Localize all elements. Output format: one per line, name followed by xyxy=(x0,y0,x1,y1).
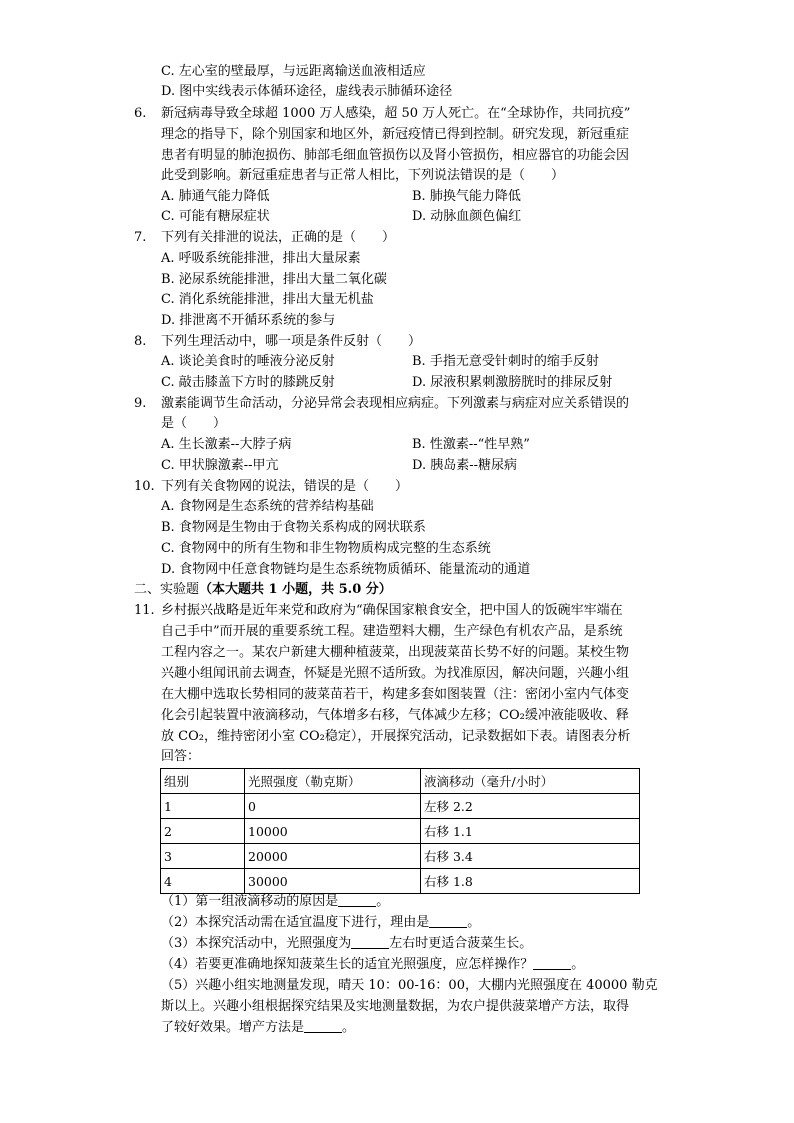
q9-option-c: C. 甲状腺激素--甲亢 xyxy=(161,458,279,473)
q11-sub5-line: （5）兴趣小组实地测量发现，晴天 10：00-16：00，大棚内光照强度在 40000 勒克 xyxy=(161,978,658,993)
table-cell: 右移 3.4 xyxy=(421,844,640,869)
q11-sub1-end: 。 xyxy=(376,894,390,909)
table-row xyxy=(161,794,640,819)
q8-number: 8. xyxy=(134,334,147,349)
q11-sub5-end: 。 xyxy=(342,1020,356,1035)
q11-stem-line: 乡村振兴战略是近年来党和政府为“确保国家粮食安全，把中国人的饭碗牢牢端在 xyxy=(161,603,623,618)
q11-stem-line: 回答： xyxy=(161,749,201,764)
q7-option-c: C. 消化系统能排泄，排出大量无机盐 xyxy=(161,292,374,307)
q11-sub4-text: （4）若要更准确地探知菠菜生长的适宜光照强度，应怎样操作？ xyxy=(161,957,534,972)
table-cell: 20000 xyxy=(245,844,421,869)
table-cell: 30000 xyxy=(245,869,421,894)
q6-stem-line: 新冠病毒导致全球超 1000 万人感染，超 50 万人死亡。在“全球协作，共同抗疫” xyxy=(161,106,631,121)
q6-stem-line: 患者有明显的肺泡损伤、肺部毛细血管损伤以及肾小管损伤，相应器官的功能会因 xyxy=(161,148,630,163)
q11-sub5-last xyxy=(161,1018,355,1038)
q11-stem-line: 放 CO₂，维持密闭小室 CO₂稳定），开展探究活动，记录数据如下表。请图表分析 xyxy=(161,729,631,744)
table-cell: 2 xyxy=(161,819,245,844)
q11-stem-line: 在大棚中选取长势相同的菠菜苗若干，构建多套如图装置（注：密闭小室内气体变 xyxy=(161,687,630,702)
q9-stem-line: 激素能调节生命活动，分泌异常会表现相应病症。下列激素与病症对应关系错误的 xyxy=(161,396,630,411)
answer-blank[interactable] xyxy=(533,957,571,970)
table-header-cell: 光照强度（勒克斯） xyxy=(245,769,421,794)
table-row xyxy=(161,844,640,869)
q11-sub4 xyxy=(161,955,584,975)
q11-sub5-text: 了较好效果。增产方法是 xyxy=(161,1020,305,1035)
answer-blank[interactable] xyxy=(338,894,376,907)
q11-sub2-end: 。 xyxy=(467,915,481,930)
table-cell: 3 xyxy=(161,844,245,869)
table-cell: 左移 2.2 xyxy=(421,794,640,819)
q11-sub3-end: 左右时更适合菠菜生长。 xyxy=(389,936,533,951)
q9-stem-line: 是（ ） xyxy=(161,416,227,431)
q11-sub1 xyxy=(161,892,389,912)
q10-option-a: A. 食物网是生态系统的营养结构基础 xyxy=(161,499,374,514)
table-cell: 10000 xyxy=(245,819,421,844)
section-heading xyxy=(134,580,392,600)
q7-stem: 下列有关排泄的说法，正确的是（ ） xyxy=(161,230,396,245)
answer-blank[interactable] xyxy=(429,915,467,928)
q9-option-d: D. 胰岛素--糖尿病 xyxy=(412,458,518,473)
q11-stem-line: 工程内容之一。某农户新建大棚种植菠菜，出现菠菜苗长势不好的问题。某校生物 xyxy=(161,645,630,660)
q6-option-d: D. 动脉血颜色偏红 xyxy=(412,209,522,224)
data-table xyxy=(160,768,640,894)
table-cell: 4 xyxy=(161,869,245,894)
q7-option-d: D. 排泄离不开循环系统的参与 xyxy=(161,313,336,328)
q11-sub5-line: 斯以上。兴趣小组根据探究结果及实地测量数据，为农户提供菠菜增产方法，取得 xyxy=(161,999,630,1014)
q8-option-a: A. 谈论美食时的唾液分泌反射 xyxy=(161,354,335,369)
q11-sub4-end: 。 xyxy=(571,957,585,972)
q9-option-a: A. 生长激素--大脖子病 xyxy=(161,437,292,452)
q11-stem-line: 自己手中”而开展的重要系统工程。建造塑料大棚，生产绿色有机农产品，是系统 xyxy=(161,624,623,639)
q11-stem-line: 化会引起装置中液滴移动，气体增多右移，气体减少左移；CO₂缓冲液能吸收、释 xyxy=(161,708,629,723)
table-cell: 右移 1.1 xyxy=(421,819,640,844)
q6-option-c: C. 可能有糖尿症状 xyxy=(161,209,270,224)
table-header-cell: 组别 xyxy=(161,769,245,794)
q8-stem: 下列生理活动中，哪一项是条件反射（ ） xyxy=(161,334,422,349)
q8-option-c: C. 敲击膝盖下方时的膝跳反射 xyxy=(161,375,335,390)
table-cell: 右移 1.8 xyxy=(421,869,640,894)
q11-sub2-text: （2）本探究活动需在适宜温度下进行，理由是 xyxy=(161,915,430,930)
q11-sub1-text: （1）第一组液滴移动的原因是 xyxy=(161,894,339,909)
q11-sub3-text: （3）本探究活动中，光照强度为 xyxy=(161,936,352,951)
q10-option-d: D. 食物网中任意食物链均是生态系统物质循环、能量流动的通道 xyxy=(161,562,531,577)
q5-option-c: C. 左心室的壁最厚，与远距离输送血液相适应 xyxy=(161,64,426,79)
q10-number: 10. xyxy=(134,479,155,494)
table-cell: 0 xyxy=(245,794,421,819)
q6-stem-line: 理念的指导下，除个别国家和地区外，新冠疫情已得到控制。研究发现，新冠重症 xyxy=(161,127,630,142)
q7-number: 7. xyxy=(134,230,147,245)
section-heading-title: 二、实验题 xyxy=(134,582,200,597)
table-header-row xyxy=(161,769,640,794)
q10-option-b: B. 食物网是生物由于食物关系构成的网状联系 xyxy=(161,520,426,535)
q11-sub2 xyxy=(161,913,480,933)
q11-sub3 xyxy=(161,934,532,954)
answer-blank[interactable] xyxy=(351,936,389,949)
q6-option-b: B. 肺换气能力降低 xyxy=(412,189,521,204)
q11-stem-line: 兴趣小组闻讯前去调查，怀疑是光照不适所致。为找准原因，解决问题，兴趣小组 xyxy=(161,666,630,681)
q6-stem-line: 此受到影响。新冠重症患者与正常人相比，下列说法错误的是（ ） xyxy=(161,168,565,183)
q10-stem: 下列有关食物网的说法，错误的是（ ） xyxy=(161,479,409,494)
q6-number: 6. xyxy=(134,106,147,121)
table-cell: 1 xyxy=(161,794,245,819)
answer-blank[interactable] xyxy=(304,1020,342,1033)
q9-option-b: B. 性激素--“性早熟” xyxy=(412,437,530,452)
q8-option-b: B. 手指无意受针刺时的缩手反射 xyxy=(412,354,599,369)
q10-option-c: C. 食物网中的所有生物和非生物物质构成完整的生态系统 xyxy=(161,541,491,556)
q8-option-d: D. 尿液积累刺激膀胱时的排尿反射 xyxy=(412,375,613,390)
q6-option-a: A. 肺通气能力降低 xyxy=(161,189,270,204)
q7-option-b: B. 泌尿系统能排泄，排出大量二氧化碳 xyxy=(161,272,387,287)
section-heading-info: （本大题共 1 小题，共 5.0 分） xyxy=(199,582,392,597)
q5-option-d: D. 图中实线表示体循环途径，虚线表示肺循环途径 xyxy=(161,84,453,99)
table-row xyxy=(161,819,640,844)
q7-option-a: A. 呼吸系统能排泄，排出大量尿素 xyxy=(161,251,361,266)
table-row xyxy=(161,869,640,894)
table-header-cell: 液滴移动（毫升/小时） xyxy=(421,769,640,794)
q11-number: 11. xyxy=(134,603,155,618)
q9-number: 9. xyxy=(134,396,147,411)
